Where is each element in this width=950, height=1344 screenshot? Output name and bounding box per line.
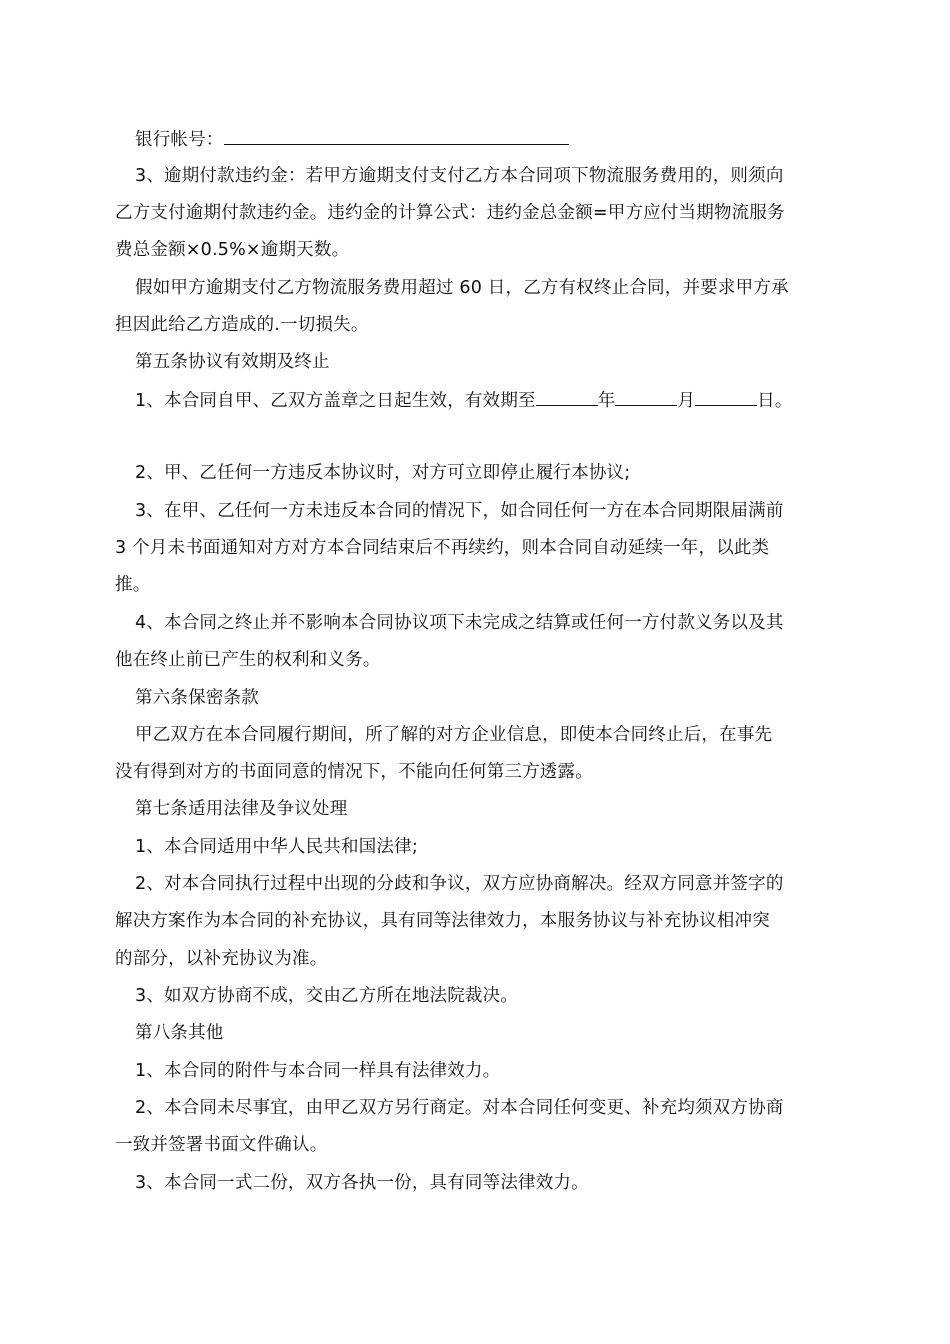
article-6-paragraph-line-2: 没有得到对方的书面同意的情况下，不能向任何第三方透露。 <box>115 762 593 782</box>
clause-4-item-3-line-3: 费总金额×0.5%×逾期天数。 <box>115 240 350 260</box>
day-label: 日。 <box>757 391 793 411</box>
article-8-item-1: 1、本合同的附件与本合同一样具有法律效力。 <box>135 1061 501 1081</box>
bank-account-label: 银行帐号： <box>135 130 224 150</box>
article-5-heading: 第五条协议有效期及终止 <box>135 352 330 372</box>
month-label: 月 <box>677 391 696 411</box>
validity-prefix: 1、本合同自甲、乙双方盖章之日起生效，有效期至 <box>135 391 536 411</box>
article-7-item-2-line-3: 的部分，以补充协议为准。 <box>115 949 328 969</box>
month-blank <box>615 387 677 406</box>
article-8-item-2-line-2: 一致并签署书面文件确认。 <box>115 1135 328 1155</box>
article-5-item-4-line-2: 他在终止前已产生的权利和义务。 <box>115 650 381 670</box>
article-5-item-4-line-1: 4、本合同之终止并不影响本合同协议项下未完成之结算或任何一方付款义务以及其 <box>135 613 784 633</box>
bank-account-line <box>135 126 569 152</box>
article-8-item-2-line-1: 2、本合同未尽事宜，由甲乙双方另行商定。对本合同任何变更、补充均须双方协商 <box>135 1098 784 1118</box>
validity-line <box>135 387 793 413</box>
article-7-item-2-line-1: 2、对本合同执行过程中出现的分歧和争议，双方应协商解决。经双方同意并签字的 <box>135 874 784 894</box>
article-6-heading: 第六条保密条款 <box>135 688 259 708</box>
clause-4-item-3-line-2: 乙方支付逾期付款违约金。违约金的计算公式：违约金总金额=甲方应付当期物流服务 <box>115 203 785 223</box>
year-blank <box>536 387 598 406</box>
year-label: 年 <box>597 391 616 411</box>
day-blank <box>695 387 757 406</box>
bank-account-blank <box>224 126 569 145</box>
article-7-item-3: 3、如双方协商不成，交由乙方所在地法院裁决。 <box>135 986 519 1006</box>
article-6-paragraph-line-1: 甲乙双方在本合同履行期间，所了解的对方企业信息，即使本合同终止后，在事先 <box>135 725 773 745</box>
termination-paragraph-line-2: 担因此给乙方造成的.一切损失。 <box>115 315 369 335</box>
termination-paragraph-line-1: 假如甲方逾期支付乙方物流服务费用超过 60 日，乙方有权终止合同，并要求甲方承 <box>135 278 789 298</box>
article-8-heading: 第八条其他 <box>135 1023 224 1043</box>
clause-4-item-3-line-1: 3、逾期付款违约金：若甲方逾期支付支付乙方本合同项下物流服务费用的，则须向 <box>135 166 784 186</box>
article-7-item-2-line-2: 解决方案作为本合同的补充协议，具有同等法律效力，本服务协议与补充协议相冲突 <box>115 911 770 931</box>
article-5-item-2: 2、甲、乙任何一方违反本协议时，对方可立即停止履行本协议; <box>135 463 631 483</box>
article-5-item-3-line-3: 推。 <box>115 575 151 595</box>
article-7-item-1: 1、本合同适用中华人民共和国法律; <box>135 837 418 857</box>
article-8-item-3: 3、本合同一式二份，双方各执一份，具有同等法律效力。 <box>135 1173 589 1193</box>
article-7-heading: 第七条适用法律及争议处理 <box>135 799 348 819</box>
article-5-item-3-line-1: 3、在甲、乙任何一方未违反本合同的情况下，如合同任何一方在本合同期限届满前 <box>135 501 784 521</box>
article-5-item-3-line-2: 3 个月未书面通知对方对方本合同结束后不再续约，则本合同自动延续一年，以此类 <box>115 538 770 558</box>
